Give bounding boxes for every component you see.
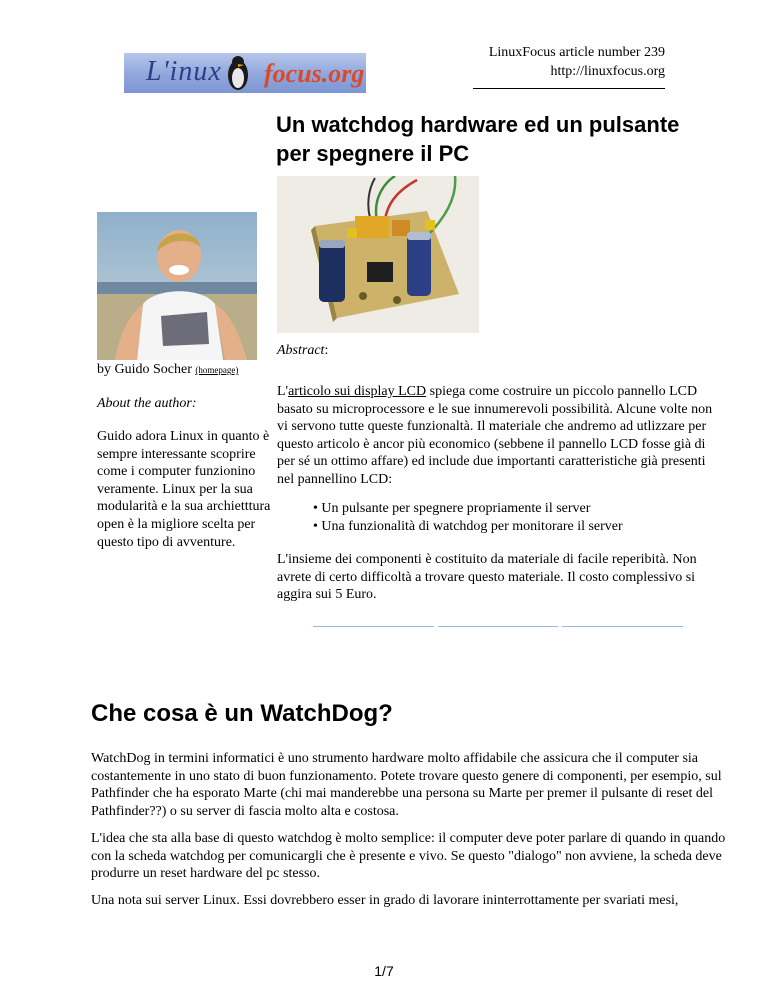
page-number: 1/7 xyxy=(374,963,394,979)
abstract-text xyxy=(277,383,717,489)
logo-text-linux: L'inux xyxy=(146,56,222,87)
abstract-label-colon: : xyxy=(324,343,329,358)
circuit-board-photo xyxy=(277,176,479,333)
list-item: • Una funzionalità di watchdog per monitorare il server xyxy=(313,518,623,534)
article-number: LinuxFocus article number 239 xyxy=(488,45,665,60)
homepage-link[interactable]: (homepage) xyxy=(195,365,239,375)
feature-list xyxy=(313,500,623,535)
penguin-icon xyxy=(218,53,258,93)
section-heading: Che cosa è un WatchDog? xyxy=(91,700,393,727)
paragraph: L'idea che sta alla base di questo watchdog è molto semplice: il computer deve poter parlare di quando in quando con la scheda watchdog per comunicargli che è presente e vivo. Se questo "dialogo" non avviene, la scheda deve produrre un reset hardware del pc stesso. xyxy=(91,831,726,882)
header-divider xyxy=(473,88,665,89)
about-author-label: About the author: xyxy=(97,396,197,411)
site-url: http://linuxfocus.org xyxy=(550,64,665,79)
article-title: Un watchdog hardware ed un pulsante per spegnere il PC xyxy=(276,112,680,166)
abstract-label-text: Abstract xyxy=(277,343,325,358)
abstract-closing: L'insieme dei componenti è costituito da materiale di facile reperibità. Non avrete di certo difficoltà a trovare questo materiale. Il costo complessivo si aggira sui 5 Euro. xyxy=(277,552,697,603)
lcd-article-link[interactable]: articolo sui display LCD xyxy=(288,384,427,399)
author-byline xyxy=(97,362,238,378)
abstract-label xyxy=(277,343,328,359)
author-name: by Guido Socher xyxy=(97,362,196,377)
list-item: • Un pulsante per spegnere propriamente il server xyxy=(313,501,591,516)
paragraph: Una nota sui server Linux. Essi dovrebbero esser in grado di lavorare ininterrottamente per svariati mesi, xyxy=(91,893,679,908)
abstract-body: spiega come costruire un piccolo pannello LCD basato su microprocessore e le sue innumerevoli possibilità. Alcune volte non vi servono tutte queste funzionaltà. Il materiale che andremo ad utlizzare per questo articolo è ancor più economico (sebbene il pannello LCD fosse già di per sé un ottimo affare) ed include due importanti caratteristiche già presenti nel pannellino LCD: xyxy=(277,384,713,487)
abstract-prefix: L' xyxy=(277,384,289,399)
logo-text-focus: focus.org xyxy=(264,59,365,88)
paragraph: WatchDog in termini informatici è uno strumento hardware molto affidabile che assicura che il computer sia costantemente in uno stato di buon funzionamento. Potete trovare questo genere di componenti, per esempio, sul Pathfinder che ha esporato Marte (chi mai manderebbe una persona su Marte per premer il pulsante di reset del Pathfinder??) o su server di fascia molto alta e costosa. xyxy=(91,751,722,819)
linuxfocus-logo xyxy=(124,53,366,93)
section-divider xyxy=(313,626,683,627)
author-photo xyxy=(97,212,257,360)
author-bio: Guido adora Linux in quanto è sempre interessante scoprire come i computer funzionino veramente. Linux per la sua modularità e la sua archietttura open è la migliore scelta per questo tipo di avventure. xyxy=(97,429,271,550)
